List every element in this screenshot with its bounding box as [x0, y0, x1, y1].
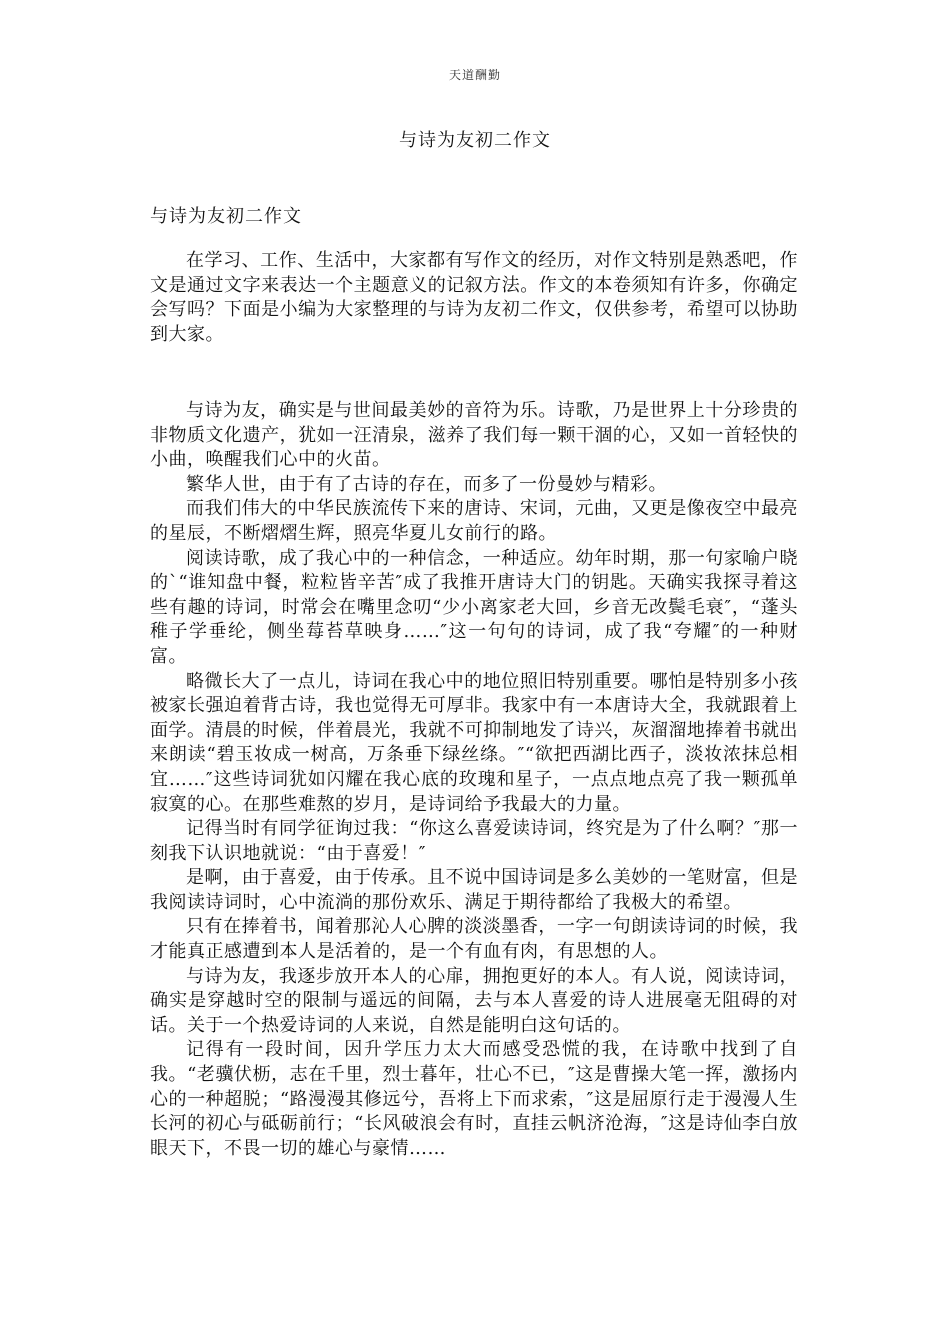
essay-paragraph-5: 略微长大了一点儿，诗词在我心中的地位照旧特别重要。哪怕是特别多小孩被家长强迫着背古诗，我也觉得无可厚非。我家中有一本唐诗大全，我就跟着上面学。清晨的时候，伴着晨光，我就不可抑制地发了诗兴，灰溜溜地捧着书就出来朗读“碧玉妆成一树高，万条垂下绿丝绦。″“欲把西湖比西子，淡妆浓抹总相宜……″这些诗词犹如闪耀在我心底的玫瑰和星子，一点点地点亮了我一颗孤单寂寞的心。在那些难熬的岁月，是诗词给予我最大的力量。: [150, 670, 798, 815]
intro-paragraph: 在学习、工作、生活中，大家都有写作文的经历，对作文特别是熟悉吧，作文是通过文字来表达一个主题意义的记叙方法。作文的本卷须知有许多，你确定会写吗？下面是小编为大家整理的与诗为友初二作文，仅供参考，希望可以协助到大家。: [150, 250, 798, 345]
essay-body: [150, 399, 798, 1161]
essay-paragraph-8: 只有在捧着书，闻着那沁人心脾的淡淡墨香，一字一句朗读诗词的时候，我才能真正感遭到本人是活着的，是一个有血有肉，有思想的人。: [150, 916, 798, 963]
essay-paragraph-7: 是啊，由于喜爱，由于传承。且不说中国诗词是多么美妙的一笔财富，但是我阅读诗词时，心中流淌的那份欢乐、满足于期待都给了我极大的希望。: [150, 867, 798, 913]
essay-paragraph-10: 记得有一段时间，因升学压力太大而感受恐慌的我，在诗歌中找到了自我。“老骥伏枥，志在千里，烈士暮年，壮心不已，″这是曹操大笔一挥，激扬内心的一种超脱；“路漫漫其修远兮，吾将上下而求索，″这是屈原行走于漫漫人生长河的初心与砥砺前行；“长风破浪会有时，直挂云帆济沧海，″这是诗仙李白放眼天下，不畏一切的雄心与豪情……: [150, 1039, 798, 1159]
essay-paragraph-1: 与诗为友，确实是与世间最美妙的音符为乐。诗歌，乃是世界上十分珍贵的非物质文化遗产，犹如一汪清泉，滋养了我们每一颗干涸的心，又如一首轻快的小曲，唤醒我们心中的火苗。: [150, 400, 798, 471]
essay-paragraph-4: 阅读诗歌，成了我心中的一种信念，一种适应。幼年时期，那一句家喻户晓的`“谁知盘中餐，粒粒皆辛苦″成了我推开唐诗大门的钥匙。天确实我探寻着这些有趣的诗词，时常会在嘴里念叨“少小离家老大回，乡音无改鬓毛衰″，“蓬头稚子学垂纶，侧坐莓苔草映身……″这一句句的诗词，成了我“夸耀″的一种财富。: [150, 547, 798, 667]
essay-paragraph-6: 记得当时有同学征询过我：“你这么喜爱读诗词，终究是为了什么啊？″那一刻我下认识地就说：“由于喜爱！″: [150, 818, 798, 864]
essay-paragraph-3: 而我们伟大的中华民族流传下来的唐诗、宋词，元曲，又更是像夜空中最亮的星辰，不断熠熠生辉，照亮华夏儿女前行的路。: [150, 498, 798, 544]
essay-paragraph-2: 繁华人世，由于有了古诗的存在，而多了一份曼妙与精彩。: [186, 473, 667, 495]
page-header: 天道酬勤: [448, 68, 501, 82]
section-heading: 与诗为友初二作文: [150, 206, 302, 227]
essay-paragraph-9: 与诗为友，我逐步放开本人的心扉，拥抱更好的本人。有人说，阅读诗词，确实是穿越时空的限制与遥远的间隔，去与本人喜爱的诗人进展毫无阻碍的对话。关于一个热爱诗词的人来说，自然是能明白这句话的。: [150, 965, 798, 1036]
page-title: 与诗为友初二作文: [399, 130, 551, 151]
intro-block: [150, 249, 798, 347]
